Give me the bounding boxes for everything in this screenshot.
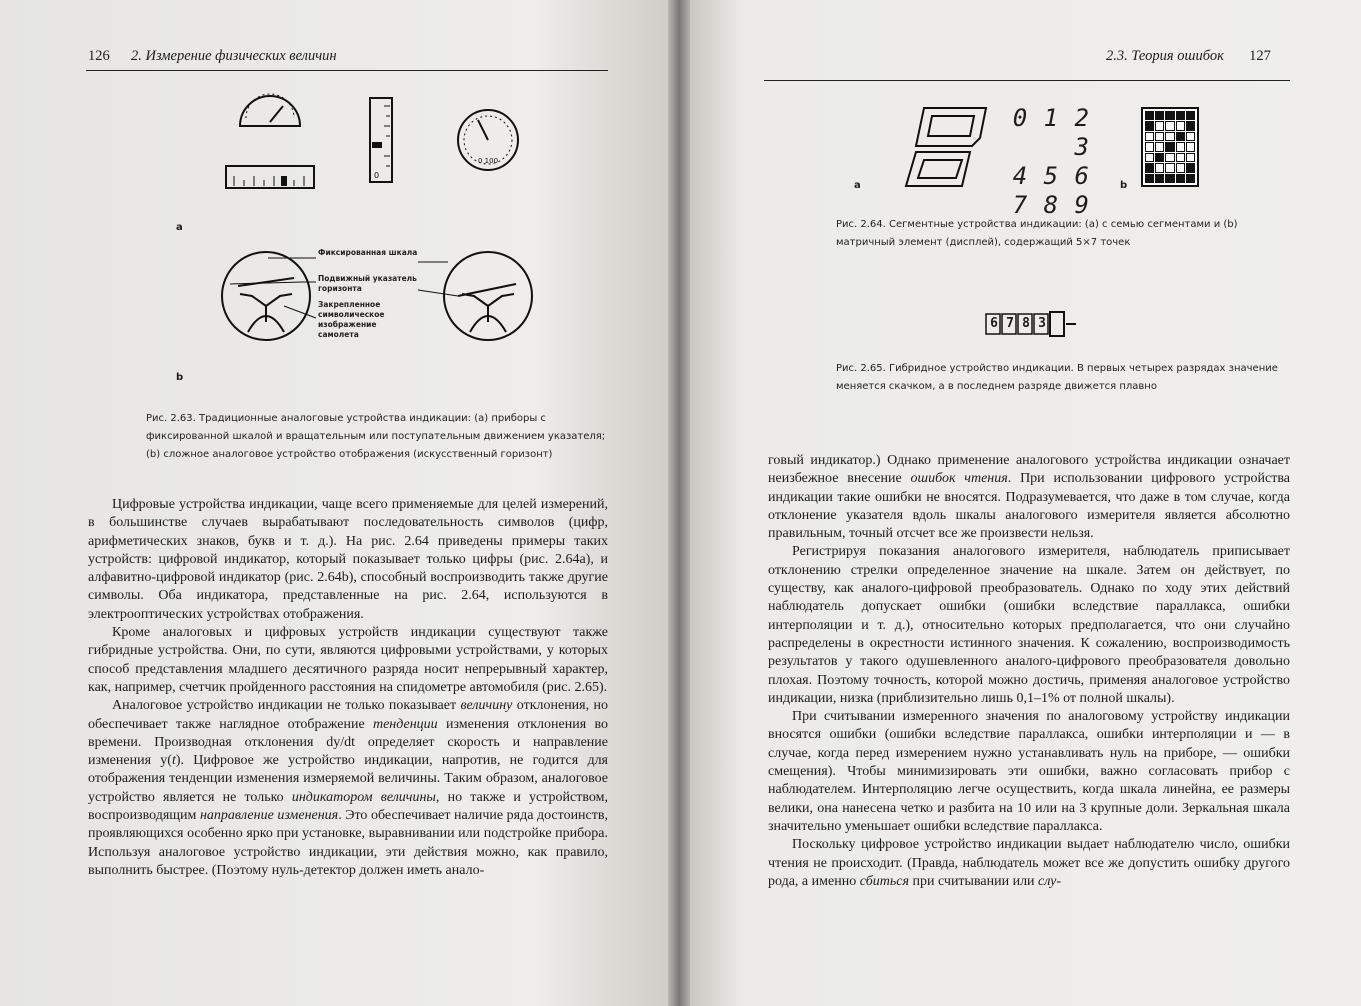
text-run: При считывании измеренного значения по аналоговому устройству индикации вносятся ошибки (ошибки вследствие параллакса, ошибки интерполяции и — в случае, когда перед измерением нужно устанавливать нуль на приборе, — ошибки смещения). Чтобы минимизировать эти ошибки, важно согласовать прибор с наблюдателем. Интерполяцию легче осуществить, когда шкала линейна, ее размеры велики, она нанесена четко и разбита на 10 или на 3 крупные доли. Зеркальная шкала значительно уменьшает ошибки вследствие параллакса. xyxy=(768,709,1290,834)
callout-moving-horizon: Подвижный указатель горизонта xyxy=(318,274,417,293)
matrix-dot xyxy=(1165,132,1174,141)
italic-run: величину xyxy=(460,698,513,714)
paragraph xyxy=(88,697,608,880)
right-running-head: 2.3. Теория ошибок xyxy=(1106,48,1224,64)
text-run: . При использовании цифрового устройства индикации такие ошибки не вносятся. Подразумевается, что даже в том случае, когда отклонение указателя вдоль шкалы аналогового измерителя является абсолютно правильным, точный отсчет все же произвести нельзя. xyxy=(768,471,1290,542)
vertical-scale-icon xyxy=(370,98,392,182)
matrix-dot xyxy=(1165,111,1174,120)
matrix-dot xyxy=(1176,163,1185,172)
matrix-dot xyxy=(1165,142,1174,151)
matrix-dot xyxy=(1176,174,1185,183)
vertical-scale-zero: 0 xyxy=(374,171,380,180)
italic-run: t xyxy=(171,753,176,769)
matrix-dot xyxy=(1145,142,1154,151)
counter-digit: 6 xyxy=(990,316,998,331)
matrix-dot xyxy=(1165,174,1174,183)
italic-run: направление изменения xyxy=(199,808,339,824)
text-run: говый индикатор.) Однако применение аналогового устройства индикации означает неизбежное внесение xyxy=(768,453,1290,487)
matrix-dot xyxy=(1145,121,1154,130)
callout-aircraft-symbol: Закрепленное символическое изображение самолета xyxy=(318,300,385,339)
matrix-dot xyxy=(1186,111,1195,120)
matrix-dot xyxy=(1165,163,1174,172)
matrix-dot xyxy=(1165,121,1174,130)
left-body-text xyxy=(88,496,608,880)
text-run: изменения отклонения во времени. Производная отклонения dy/dt определяет скорость и направление изменения y( xyxy=(88,716,608,769)
matrix-dot xyxy=(1176,142,1185,151)
book-gutter xyxy=(668,0,690,1006)
matrix-dot xyxy=(1155,174,1164,183)
right-body-text xyxy=(768,452,1290,891)
matrix-dot xyxy=(1155,121,1164,130)
matrix-dot xyxy=(1145,153,1154,162)
text-run: Цифровые устройства индикации, чаще всего применяемые для целей измерений, в большинстве случаев вырабатывают последовательность символов (цифр, арифметических знаков, букв и т. д.). На рис. 2.64 приведены примеры таких устройств: цифровой индикатор, который показывает только цифры (рис. 2.64a), и алфавитно-цифровой индикатор (рис. 2.64b), способный воспроизводить также другие символы. Оба индикатора, представленные на рис. 2.64, используются в электрооптических устройствах отображения. xyxy=(88,497,608,622)
paragraph xyxy=(88,496,608,624)
round-gauge-scale-text: 0 100 xyxy=(478,157,499,165)
italic-run: ошибок чтения xyxy=(910,471,1008,487)
matrix-dot xyxy=(1155,142,1164,151)
matrix-dot xyxy=(1155,111,1164,120)
italic-run: тенденции xyxy=(372,716,438,732)
matrix-5x7-grid xyxy=(1145,111,1195,183)
text-run: . Это обеспечивает наличие ряда достоинств, проявляющихся особенно ярко при установке, выравнивании или подстройке прибора. Используя аналоговое устройство индикации, эти действия можно, как правило, выполнить быстрее. (Поэтому нуль-детектор должен иметь анало- xyxy=(88,808,608,878)
paragraph xyxy=(88,624,608,697)
digit-row-1: 0 1 2 3 xyxy=(1012,104,1090,161)
paragraph xyxy=(768,543,1290,708)
horizontal-scale-icon xyxy=(226,166,314,188)
italic-run: сбиться xyxy=(859,873,909,889)
matrix-dot xyxy=(1186,142,1195,151)
figure-2-63-caption: Рис. 2.63. Традиционные аналоговые устройства индикации: (a) приборы с фиксированной шкалой и вращательным или поступательным движением указателя; (b) сложное аналоговое устройство отображения (искусственный горизонт) xyxy=(146,413,606,460)
paragraph xyxy=(768,452,1290,543)
matrix-dot xyxy=(1145,174,1154,183)
text-run: Регистрируя показания аналогового измерителя, наблюдатель приписывает отклонению стрелки определенное значение на шкале. Затем он действует, по существу, как аналого-цифровой преобразователь. Однако по ходу этих действий наблюдатель допускает ошибки (ошибки вследствие параллакса, ошибки интерполяции и т. д.), относительно которых предполагается, что они случайно распределены в окрестности истинного значения. К сожалению, воспроизводимость результатов у такого одушевленного аналого-цифрового преобразователя довольно плохая. Поэтому точность, которой можно достичь, применяя аналоговое устройство индикации, низка (приблизительно лишь 0,1–1% от полной шкалы). xyxy=(768,544,1290,706)
left-running-head: 2. Измерение физических величин xyxy=(131,48,337,64)
matrix-dot xyxy=(1165,153,1174,162)
matrix-dot xyxy=(1176,132,1185,141)
matrix-dot xyxy=(1186,153,1195,162)
digit-rows xyxy=(990,104,1090,220)
matrix-dot xyxy=(1155,132,1164,141)
figure-2-63-label-b: b xyxy=(176,372,184,383)
text-run: ). Цифровое же устройство индикации, напротив, не годится для отображения тенденции изменения измеряемой величины. Таким образом, аналоговое устройство является не только xyxy=(88,753,608,805)
text-run: Поскольку цифровое устройство индикации выдает наблюдателю число, ошибки чтения не происходит. (Правда, наблюдатель может все же допустить ошибку другого рода, а именно xyxy=(768,837,1290,889)
matrix-dot xyxy=(1176,111,1185,120)
text-run: при считывании или xyxy=(908,873,1039,889)
left-page-number: 126 xyxy=(88,48,110,64)
figure-2-64-label-a: a xyxy=(854,180,861,191)
callout-fixed-scale: Фиксированная шкала xyxy=(318,248,418,257)
matrix-dot xyxy=(1176,121,1185,130)
artificial-horizon-icon xyxy=(222,252,310,340)
matrix-dot xyxy=(1145,163,1154,172)
right-page-number: 127 xyxy=(1249,48,1271,64)
counter-digit: 3 xyxy=(1038,316,1046,331)
left-page xyxy=(0,0,668,1006)
text-run: Аналоговое устройство индикации не только показывает xyxy=(112,698,461,714)
paragraph xyxy=(768,708,1290,836)
digit-row-3: 7 8 9 xyxy=(1012,191,1090,219)
matrix-dot xyxy=(1186,174,1195,183)
figure-2-63-drawing xyxy=(0,0,668,400)
figure-2-63-label-a: a xyxy=(176,222,183,233)
text-run: Кроме аналоговых и цифровых устройств индикации существуют также гибридные устройства. Они, по сути, являются цифровыми устройствами, у которых способ представления младшего десятичного разряда носит непрерывный характер, как, например, счетчик пройденного расстояния на спидометре автомобиля (рис. 2.65). xyxy=(88,625,608,695)
text-run: отклонения, но обеспечивает также наглядное отображение xyxy=(88,698,609,732)
half-dial-gauge-icon xyxy=(240,94,300,126)
matrix-dot xyxy=(1186,121,1195,130)
matrix-dot xyxy=(1186,163,1195,172)
seven-segment-digit-icon xyxy=(906,108,986,186)
matrix-dot xyxy=(1145,132,1154,141)
italic-run: индикатором величины xyxy=(291,789,436,805)
matrix-dot xyxy=(1155,153,1164,162)
paragraph xyxy=(768,836,1290,891)
matrix-dot xyxy=(1176,153,1185,162)
matrix-dot xyxy=(1186,132,1195,141)
counter-digits xyxy=(986,316,1050,331)
figure-2-64-caption: Рис. 2.64. Сегментные устройства индикации: (a) с семью сегментами и (b) матричный элемент (дисплей), содержащий 5×7 точек xyxy=(836,219,1238,248)
matrix-dot xyxy=(1145,111,1154,120)
counter-digit: 8 xyxy=(1022,316,1030,331)
figure-2-64-label-b: b xyxy=(1120,180,1128,191)
figure-2-65-caption: Рис. 2.65. Гибридное устройство индикации. В первых четырех разрядах значение меняется скачком, а в последнем разряде движется плавно xyxy=(836,363,1278,392)
matrix-dot xyxy=(1155,163,1164,172)
text-run: , но также и устройством, воспроизводящим xyxy=(88,789,608,824)
counter-digit: 7 xyxy=(1006,316,1014,331)
digit-row-2: 4 5 6 xyxy=(1012,162,1090,190)
italic-run: слу- xyxy=(1038,873,1062,889)
right-page xyxy=(690,0,1361,1006)
